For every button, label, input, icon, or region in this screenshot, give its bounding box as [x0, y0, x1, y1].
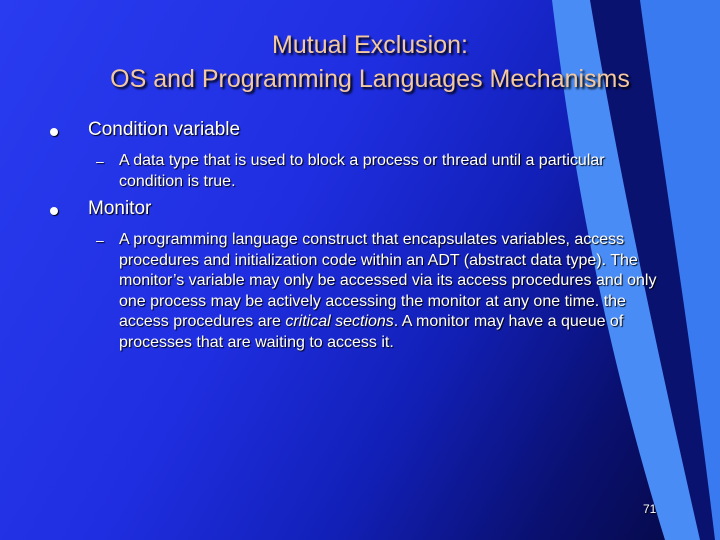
condition-variable-definition: A data type that is used to block a process or thread until a particular condition is true.	[119, 152, 605, 190]
slide-title	[40, 28, 700, 96]
bullet-marker	[50, 207, 58, 215]
sub-bullet-dash: –	[96, 153, 104, 169]
monitor-definition-italic: critical sections	[285, 313, 394, 330]
bullet-condition-variable: Condition variable	[88, 119, 241, 140]
page-number: 71	[643, 502, 657, 516]
monitor-definition-text: A programming language construct that encapsulates variables, access procedures and initialization code within an ADT (abstract data type). The monitor’s variable may only be accessed via its access procedures and only one process may be actively accessing the monitor at any one time. the access procedures are	[119, 231, 657, 330]
bullet-marker	[50, 128, 58, 136]
monitor-definition-text-end: . A monitor may have a queue of processes that are waiting to access it.	[119, 313, 624, 351]
sub-bullet-dash: –	[96, 232, 104, 248]
slide-title-line2: OS and Programming Languages Mechanisms	[110, 65, 630, 93]
bullet-monitor: Monitor	[88, 198, 152, 219]
slide-title-line1: Mutual Exclusion:	[272, 31, 468, 59]
monitor-definition	[119, 230, 664, 353]
